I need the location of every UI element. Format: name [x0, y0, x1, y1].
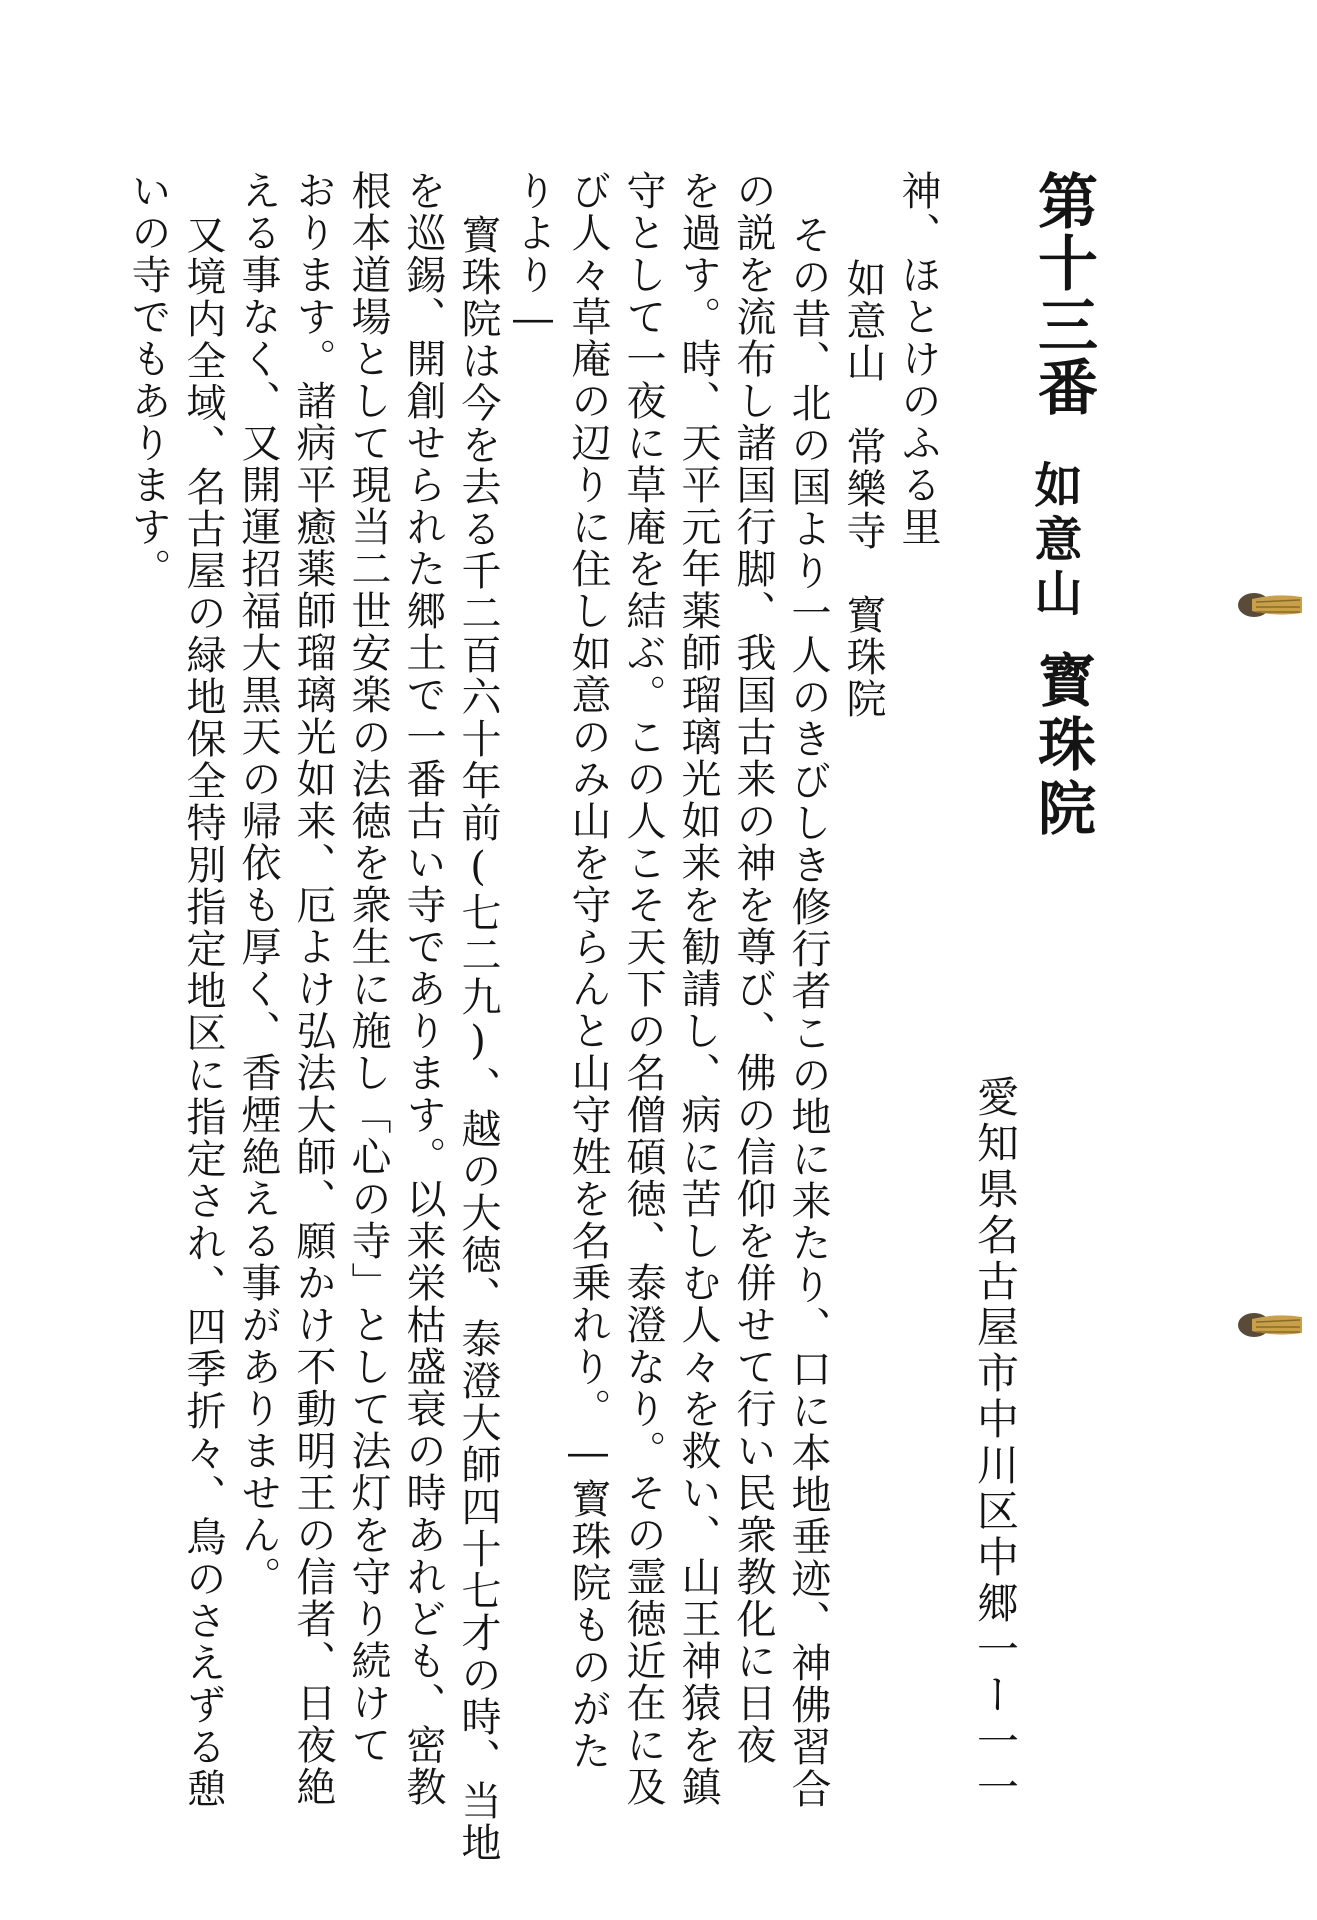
- binding-cord-icon: [1232, 1305, 1302, 1345]
- body-line: び人々草庵の辺りに住し如意のみ山を守らんと山守姓を名乗れり。―寳珠院ものがた: [565, 170, 611, 1772]
- body-line: える事なく、又開運招福大黒天の帰依も厚く、香煙絶える事がありません。: [235, 170, 281, 1598]
- chapter-number: 第十三番: [1028, 170, 1098, 418]
- body-line: を過す。時、天平元年薬師瑠璃光如来を勧請し、病に苦しむ人々を救い、山王神猿を鎮: [675, 170, 721, 1808]
- body-line: 守として一夜に草庵を結ぶ。この人こそ天下の名僧碩徳、泰澄なり。その霊徳近在に及: [620, 170, 666, 1808]
- body-line: りより―: [510, 170, 556, 344]
- body-line: その昔、北の国より一人のきびしき修行者この地に来たり、口に本地垂迹、神佛習合: [785, 214, 831, 1810]
- address: 愛知県名古屋市中川区中郷一ー一一: [971, 1075, 1020, 1811]
- body-line: いの寺でもあります。: [125, 170, 171, 590]
- mountain-name: 如意山: [1026, 460, 1082, 622]
- poem-line-1: 神、ほとけのふる里: [895, 170, 941, 548]
- body-line: おります。諸病平癒薬師瑠璃光如来、厄よけ弘法大師、願かけ不動明王の信者、日夜絶: [290, 170, 336, 1808]
- body-line: 又境内全域、名古屋の緑地保全特別指定地区に指定され、四季折々、鳥のさえずる憩: [180, 214, 226, 1810]
- temple-name: 寳珠院: [1028, 650, 1096, 842]
- body-text: [95, 170, 945, 1864]
- body-line: 根本道場として現当二世安楽の法徳を衆生に施し「心の寺」として法灯を守り続けて: [345, 170, 391, 1766]
- body-line: の説を流布し諸国行脚、我国古来の神を尊び、佛の信仰を併せて行い民衆教化に日夜: [730, 170, 776, 1766]
- body-line: 寳珠院は今を去る千二百六十年前(七二九)、越の大徳、泰澄大師四十七才の時、当地: [455, 214, 501, 1864]
- body-line: を巡錫、開創せられた郷土で一番古い寺であります。以来栄枯盛衰の時あれども、密教: [400, 170, 446, 1808]
- poem-line-2: 如意山 常樂寺 寳珠院: [840, 258, 886, 720]
- binding-cord-icon: [1232, 585, 1302, 625]
